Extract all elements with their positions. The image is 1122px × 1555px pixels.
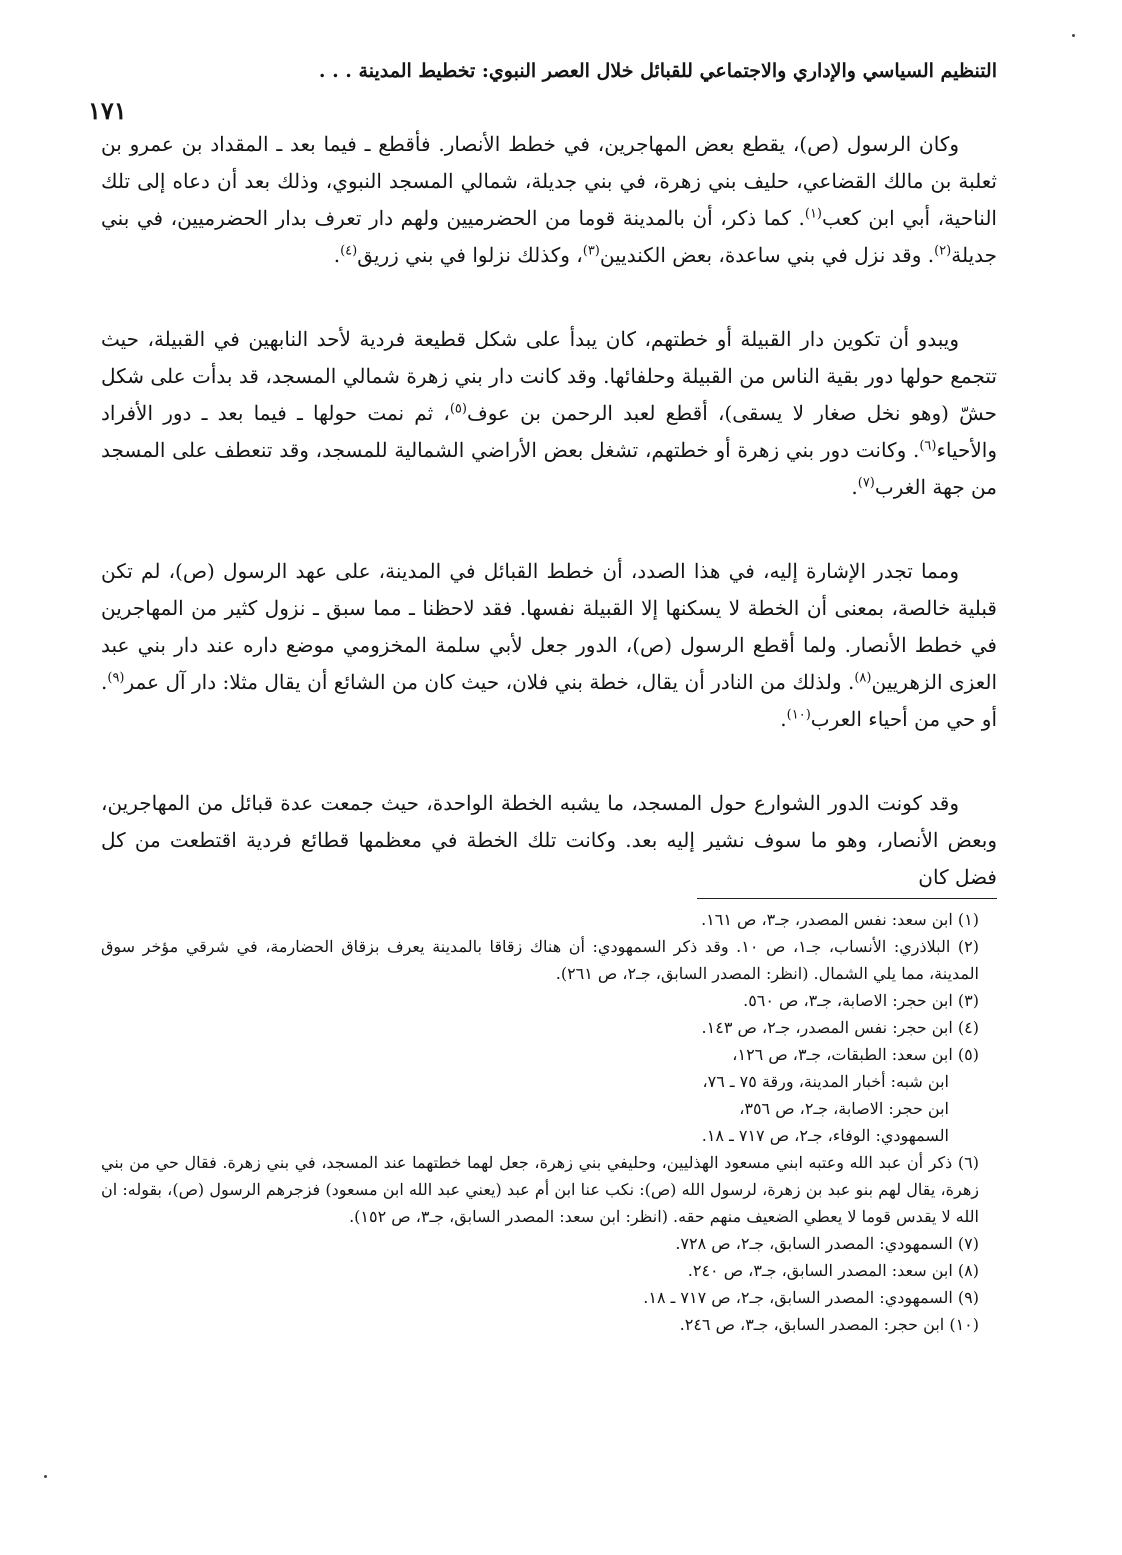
- footnote-reference: (١٠): [786, 707, 811, 723]
- footnote-continuation: ابن حجر: الاصابة، جـ٢، ص ٣٥٦،: [739, 1099, 949, 1118]
- paragraph-text: ، وكذلك نزلوا في بني زريق: [357, 243, 583, 267]
- footnote-entry: (٨) ابن سعد: المصدر السابق، جـ٣، ص ٢٤٠.: [687, 1261, 979, 1280]
- footnote-reference: (٦): [919, 438, 937, 454]
- footnote-divider: [697, 898, 997, 899]
- paragraph-text: ، ثم نمت حولها ـ فيما بعد ـ دور الأفراد والأحياء: [101, 401, 997, 462]
- footnote-reference: (٤): [340, 243, 358, 259]
- footnote-reference: (١): [804, 206, 822, 222]
- running-header: التنظيم السياسي والإداري والاجتماعي للقبائل خلال العصر النبوي: تخطيط المدينة . . .: [318, 60, 997, 82]
- footnote-continuation: ابن شبه: أخبار المدينة، ورقة ٧٥ ـ ٧٦،: [702, 1072, 949, 1091]
- paragraph-text: . وقد نزل في بني ساعدة، بعض الكنديين: [599, 243, 935, 267]
- paragraph-text: ويبدو أن تكوين دار القبيلة أو خطتهم، كان يبدأ على شكل قطيعة فردية لأحد النابهين في القبيلة، حيث تتجمع حولها دور بقية الناس من القبيلة وحلفائها. وقد كانت دار بني زهرة شمالي المسجد، قد بدأت على شكل حشّ (وهو نخل صغار لا يسقى)، أقطع لعبد الرحمن بن عوف: [101, 327, 997, 425]
- body-text: [101, 126, 997, 896]
- footnote-reference: (٧): [857, 475, 875, 491]
- body-paragraph: [101, 126, 997, 274]
- body-paragraph: [101, 785, 997, 896]
- paragraph-text: .: [333, 243, 341, 267]
- body-paragraph: [101, 321, 997, 506]
- paragraph-text: .: [780, 707, 787, 731]
- footnote-continuation: السمهودي: الوفاء، جـ٢، ص ٧١٧ ـ ١٨.: [701, 1126, 949, 1145]
- footnote-entry: (٧) السمهودي: المصدر السابق، جـ٢، ص ٧٢٨.: [675, 1234, 979, 1253]
- footnote-entry: (٦) ذكر أن عبد الله وعتبه ابني مسعود الهذليين، وحليفي بني زهرة، جعل لهما خطتهما عند المسجد، في بني زهرة. فقال حي من بني زهرة، يقال لهم بنو عبد بن زهرة، لرسول الله (ص): نكب عنا ابن أم عبد (يعني عبد الله ابن مسعود) فزجرهم الرسول (ص)، بقوله: ان الله لا يقدس قوما لا يعطي الضعيف منهم حقه. (انظر: ابن سعد: المصدر السابق، جـ٣، ص ١٥٢).: [101, 1153, 979, 1226]
- footnote-reference: (٢): [934, 243, 952, 259]
- paragraph-text: . وكانت دور بني زهرة أو خطتهم، تشغل بعض الأراضي الشمالية للمسجد، وقد تنعطف على المسجد من جهة الغرب: [101, 438, 997, 499]
- footnote-entry: (٢) البلاذري: الأنساب، جـ١، ص ١٠. وقد ذكر السمهودي: أن هناك زقاقا بالمدينة يعرف بزقاق الحضارمة، في شرقي مؤخر سوق المدينة، مما يلي الشمال. (انظر: المصدر السابق، جـ٢، ص ٢٦١).: [101, 937, 979, 983]
- paragraph-text: . كما ذكر، أن بالمدينة قوما من الحضرميين ولهم دار تعرف بدار الحضرميين، في بني جديلة: [101, 206, 997, 267]
- footnote-entry: (٥) ابن سعد: الطبقات، جـ٣، ص ١٢٦،: [732, 1045, 979, 1064]
- footnote-reference: (٩): [107, 670, 125, 686]
- footnote-entry: (١) ابن سعد: نفس المصدر، جـ٣، ص ١٦١.: [701, 910, 979, 929]
- body-paragraph: [101, 553, 997, 738]
- paragraph-text: . أو حي من أحياء العرب: [101, 670, 997, 731]
- paragraph-text: وقد كونت الدور الشوارع حول المسجد، ما يشبه الخطة الواحدة، حيث جمعت عدة قبائل من المهاجرين، وبعض الأنصار، وهو ما سوف نشير إليه بعد. وكانت تلك الخطة في معظمها قطائع فردية اقتطعت من كل فضل كان: [101, 791, 997, 889]
- scan-speck: [1072, 34, 1075, 37]
- paragraph-text: .: [851, 475, 858, 499]
- scan-speck: [44, 1475, 47, 1478]
- paragraph-text: . ولذلك من النادر أن يقال، خطة بني فلان، حيث كان من الشائع أن يقال مثلا: دار آل عمر: [124, 670, 855, 694]
- footnote-reference: (٨): [854, 670, 872, 686]
- footnote-entry: (١٠) ابن حجر: المصدر السابق، جـ٣، ص ٢٤٦.: [679, 1315, 979, 1334]
- footnote-reference: (٣): [582, 243, 600, 259]
- footnote-entry: (٣) ابن حجر: الاصابة، جـ٣، ص ٥٦٠.: [743, 991, 979, 1010]
- footnotes: [101, 906, 997, 1338]
- paragraph-text: وكان الرسول (ص)، يقطع بعض المهاجرين، في خطط الأنصار. فأقطع ـ فيما بعد ـ المقداد بن عمرو بن ثعلبة بن مالك القضاعي، حليف بني زهرة، في بني جديلة، شمالي المسجد النبوي، وذلك بعد أن دعاه إلى تلك الناحية، أبي ابن كعب: [101, 132, 997, 230]
- footnote-entry: (٩) السمهودي: المصدر السابق، جـ٢، ص ٧١٧ ـ ١٨.: [643, 1288, 979, 1307]
- footnote-reference: (٥): [449, 401, 467, 417]
- paragraph-text: ومما تجدر الإشارة إليه، في هذا الصدد، أن خطط القبائل في المدينة، على عهد الرسول (ص)، لم تكن قبلية خالصة، بمعنى أن الخطة لا يسكنها إلا القبيلة نفسها. فقد لاحظنا ـ مما سبق ـ نزول كثير من المهاجرين في خطط الأنصار. ولما أقطع الرسول (ص)، الدور جعل لأبي سلمة المخزومي موضع داره عند دار بني عبد العزى الزهريين: [101, 559, 997, 694]
- page-number: ١٧١: [88, 96, 127, 125]
- footnote-entry: (٤) ابن حجر: نفس المصدر، جـ٢، ص ١٤٣.: [701, 1018, 979, 1037]
